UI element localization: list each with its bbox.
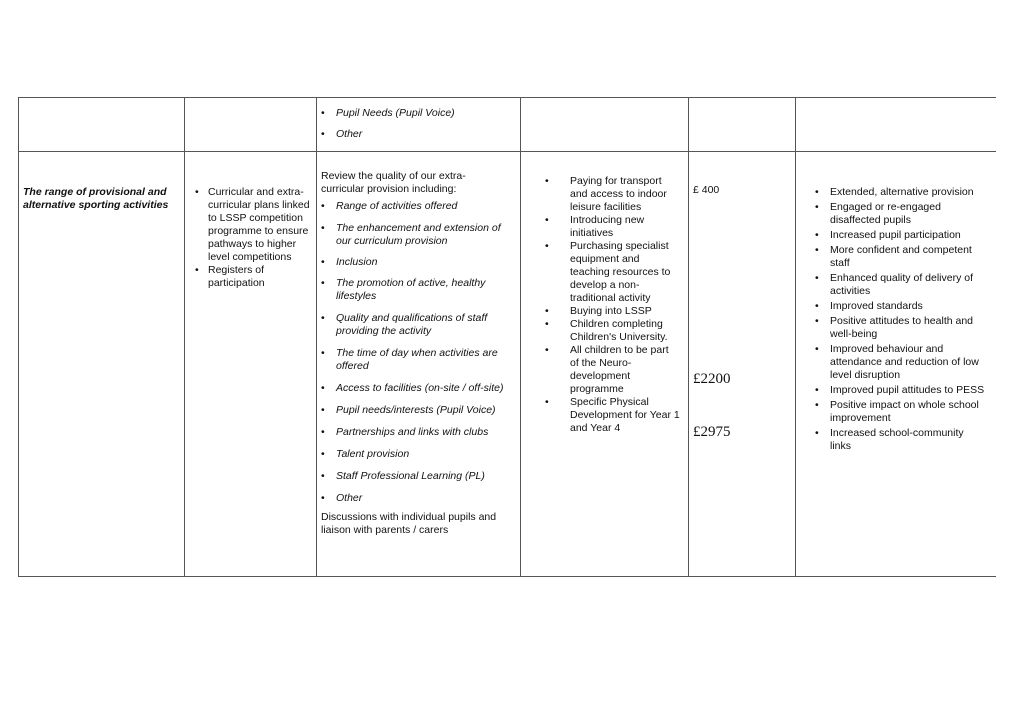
list-item: • Specific Physical Development for Year 1 and Year 4	[545, 396, 680, 434]
list-item: • Access to facilities (on-site / off-site)	[321, 382, 504, 394]
col3-list	[321, 200, 516, 505]
list-item: • Buying into LSSP	[545, 305, 652, 317]
list-item: • The enhancement and extension of our curriculum provision	[321, 222, 501, 247]
table-bottom-border	[18, 576, 996, 577]
col2-list	[195, 186, 313, 290]
list-item: • Enhanced quality of delivery of activities	[815, 272, 974, 297]
amount-400: £ 400	[693, 184, 720, 196]
column-border	[184, 97, 185, 577]
column-border	[316, 97, 317, 577]
list-item: • Staff Professional Learning (PL)	[321, 470, 485, 482]
table-top-border	[18, 97, 996, 98]
list-item: • Extended, alternative provision	[815, 186, 974, 198]
list-item: • Improved pupil attitudes to PESS	[815, 384, 985, 396]
column-border	[795, 97, 796, 577]
list-item: • The promotion of active, healthy lifestyles	[321, 277, 486, 302]
list-item: • Positive impact on whole school improvement	[815, 399, 979, 424]
list-item: • Curricular and extra-curricular plans linked to LSSP competition programme to ensure pathways to higher level competitions	[195, 186, 310, 263]
list-item: • Pupil Needs (Pupil Voice)	[321, 107, 455, 119]
list-item: • Quality and qualifications of staff providing the activity	[321, 312, 488, 337]
list-item: • The time of day when activities are offered	[321, 347, 498, 372]
row-divider	[18, 151, 996, 152]
amount-2975: £2975	[693, 424, 731, 440]
list-item: • Engaged or re-engaged disaffected pupils	[815, 201, 941, 226]
list-item: • Positive attitudes to health and well-being	[815, 315, 974, 340]
top-row-col3-list	[321, 107, 516, 141]
list-item: • Improved behaviour and attendance and reduction of low level disruption	[815, 343, 979, 381]
list-item: • Talent provision	[321, 448, 410, 460]
list-item: • Purchasing specialist equipment and teaching resources to develop a non-traditional activity	[545, 240, 671, 304]
col3-intro: Review the quality of our extra-curricular provision including:	[321, 170, 466, 195]
list-item: • Partnerships and links with clubs	[321, 426, 489, 438]
col6-list	[815, 186, 995, 453]
list-item: • Children completing Children's University.	[545, 318, 668, 343]
list-item: • All children to be part of the Neuro-development programme	[545, 344, 669, 395]
list-item: • Paying for transport and access to indoor leisure facilities	[545, 175, 667, 213]
col4-list	[545, 175, 683, 435]
column-border	[688, 97, 689, 577]
list-item: • Inclusion	[321, 256, 378, 268]
list-item: • Registers of participation	[195, 264, 265, 289]
list-item: • Other	[321, 492, 363, 504]
list-item: • Introducing new initiatives	[545, 214, 645, 239]
list-item: • Increased school-community links	[815, 427, 964, 452]
list-item: • Pupil needs/interests (Pupil Voice)	[321, 404, 496, 416]
list-item: • Other	[321, 128, 363, 140]
list-item: • More confident and competent staff	[815, 244, 972, 269]
row-heading: The range of provisional and alternative sporting activities	[23, 186, 169, 211]
list-item: • Increased pupil participation	[815, 229, 961, 241]
column-border	[520, 97, 521, 577]
col3-content	[321, 170, 516, 537]
list-item: • Range of activities offered	[321, 200, 458, 212]
amount-2200: £2200	[693, 371, 731, 387]
column-border	[18, 97, 19, 577]
col3-outro: Discussions with individual pupils and liaison with parents / carers	[321, 511, 497, 536]
list-item: • Improved standards	[815, 300, 923, 312]
